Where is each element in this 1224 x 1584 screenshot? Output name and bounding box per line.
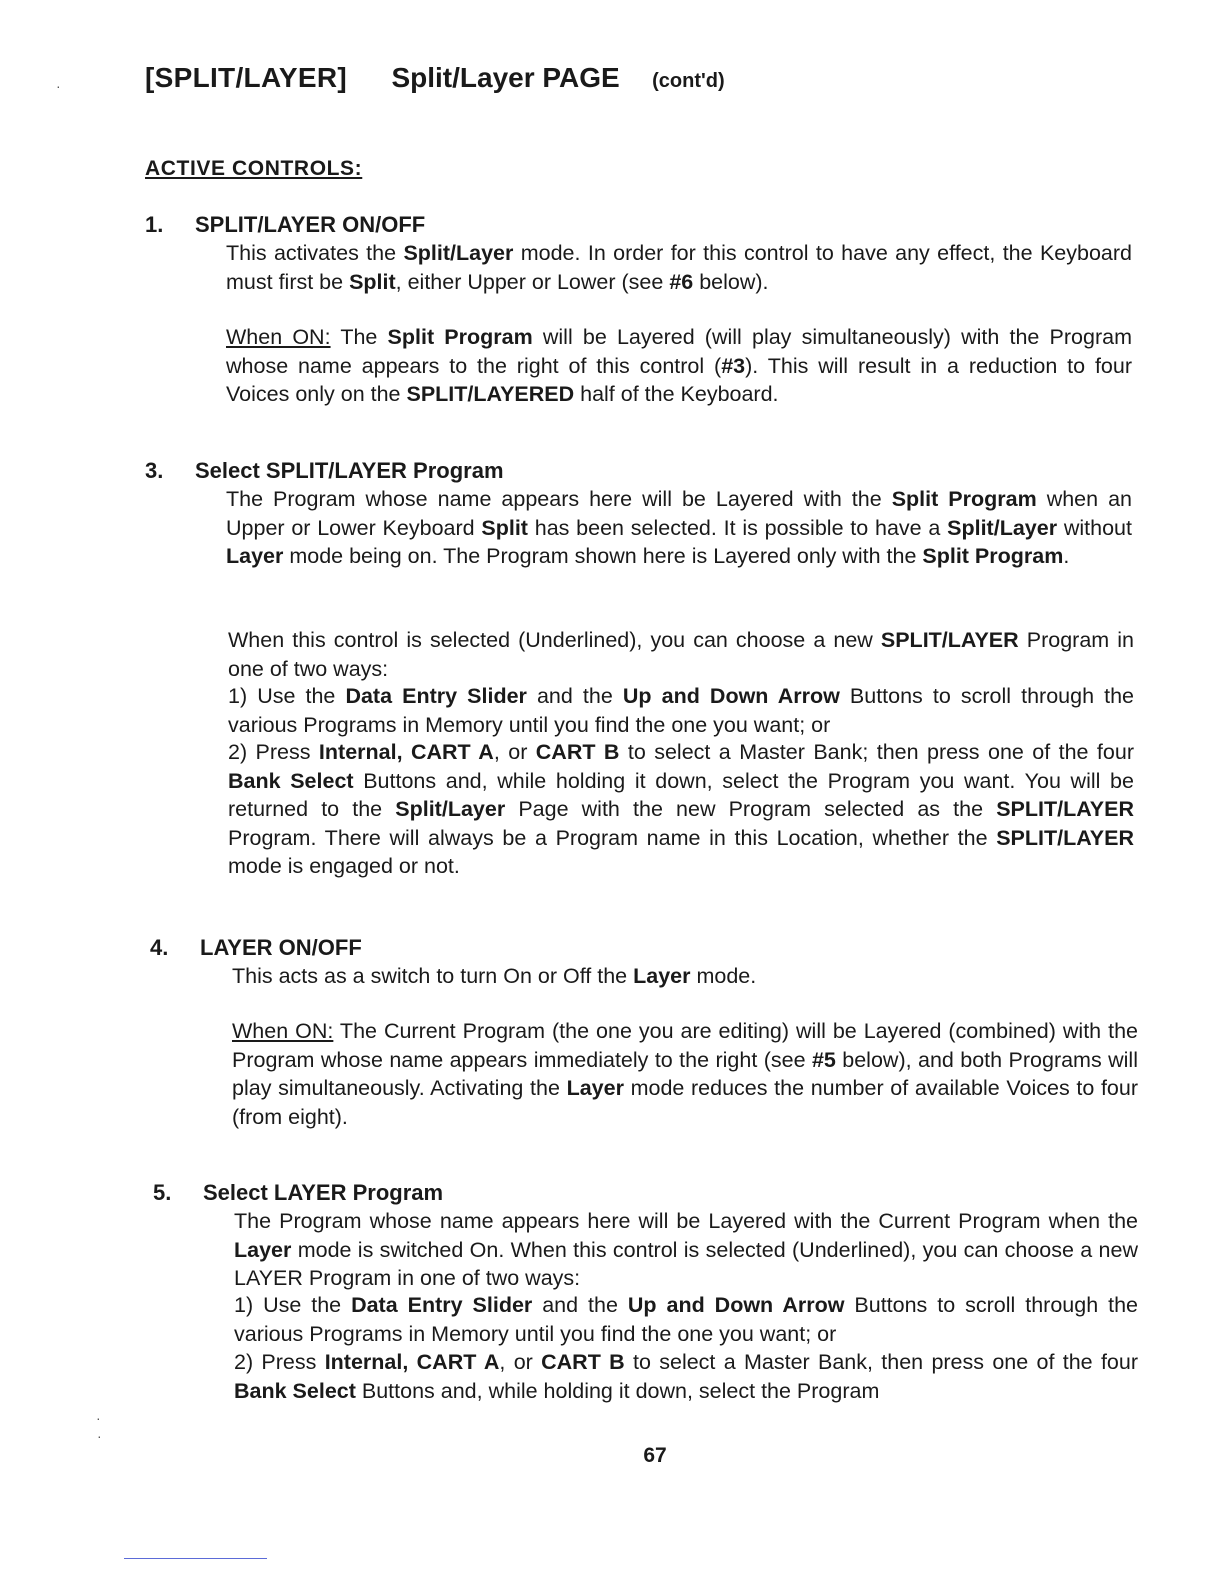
text-run: mode being on. The Program shown here is Layered only with the: [283, 544, 923, 569]
text-run: Page with the new Program selected as the: [505, 797, 997, 822]
text-run: The Program whose name appears here will be Layered with the: [226, 487, 892, 511]
item-heading-5: [153, 1180, 443, 1206]
item-1-paragraph-2: [226, 323, 1132, 409]
text-run: mode is switched On. When this control is selected (Underlined), you can choose a new LAYER Program in one of two ways:: [234, 1237, 1138, 1291]
text-run: 1) Use the: [228, 684, 346, 708]
bold-term: Split Program: [387, 325, 533, 349]
bold-term: Data Entry Slider: [345, 684, 527, 708]
bold-term: SPLIT/LAYER: [996, 797, 1134, 822]
bold-term: #6: [669, 269, 694, 294]
bold-term: Split Program: [922, 544, 1064, 569]
text-run: This acts as a switch to turn On or Off the: [232, 964, 634, 988]
text-run: , or: [493, 740, 536, 764]
bold-term: Split: [349, 269, 396, 294]
text-run: when an Upper or Lower Keyboard: [226, 487, 1133, 540]
bold-term: #3: [721, 353, 746, 378]
bold-term: Split/Layer: [947, 515, 1058, 540]
text-run: The: [330, 325, 388, 349]
text-run: Buttons to scroll through the various Programs in Memory until you find the one you want; or: [228, 684, 1135, 737]
bold-term: CART B: [535, 740, 620, 764]
text-run: to select a Master Bank, then press one of the four: [624, 1350, 1138, 1374]
text-run: ). This will result in a reduction to four Voices only on the: [226, 353, 1133, 407]
page-number: 67: [643, 1444, 667, 1467]
text-run: , either Upper or Lower (see: [395, 269, 670, 294]
text-run: mode reduces the number of available Voices to four (from eight).: [232, 1076, 1138, 1129]
item-title: LAYER ON/OFF: [200, 935, 362, 960]
bold-term: Internal, CART A: [324, 1350, 500, 1374]
item-3-paragraph-2: [228, 626, 1134, 683]
text-run: Buttons and, while holding it down, select the Program: [355, 1378, 880, 1403]
text-run: The Program whose name appears here will be Layered with the Current Program when the: [234, 1209, 1138, 1233]
item-title: SPLIT/LAYER ON/OFF: [195, 212, 426, 237]
page-key-label: [SPLIT/LAYER]: [145, 62, 347, 93]
bold-term: #5: [811, 1047, 836, 1072]
bold-term: Split Program: [891, 487, 1037, 511]
bold-term: SPLIT/LAYER: [880, 628, 1019, 652]
bold-term: Bank Select: [234, 1378, 356, 1403]
item-3-paragraph-1: [226, 485, 1132, 571]
bold-term: Data Entry Slider: [351, 1293, 533, 1317]
text-run: This activates the: [226, 241, 404, 265]
bold-term: SPLIT/LAYERED: [406, 382, 575, 407]
text-run: The Current Program (the one you are editing) will be Layered (combined) with the Program whose name appears immediately to the right (see: [232, 1019, 1138, 1072]
text-run: half of the Keyboard.: [574, 382, 779, 407]
section-heading: ACTIVE CONTROLS:: [145, 157, 363, 180]
item-3-paragraph-4: [228, 738, 1134, 881]
text-run: When this control is selected (Underlined), you can choose a new: [228, 628, 881, 652]
bold-term: Bank Select: [228, 768, 354, 793]
item-number: 4.: [150, 935, 169, 960]
bold-term: Up and Down Arrow: [627, 1293, 845, 1317]
bold-term: Layer: [566, 1076, 624, 1101]
text-run: to select a Master Bank; then press one of the four: [619, 740, 1134, 764]
continued-label: (cont'd): [652, 70, 725, 92]
item-4-paragraph-2: [232, 1017, 1138, 1131]
text-run: .: [1063, 544, 1070, 569]
text-run: Buttons to scroll through the various Programs in Memory until you find the one you want; or: [234, 1293, 1139, 1346]
bold-term: Layer: [633, 964, 691, 988]
bold-term: SPLIT/LAYER: [996, 825, 1134, 850]
item-1-paragraph-1: [226, 239, 1132, 296]
bold-term: CART B: [541, 1350, 625, 1374]
footer-rule: [124, 1558, 267, 1559]
text-run: mode is engaged or not.: [228, 854, 460, 879]
text-run: will be Layered (will play simultaneously) with the Program whose name appears to the right of this control (: [226, 325, 1132, 378]
scan-speck: ·: [56, 78, 61, 94]
bold-term: Split: [481, 515, 528, 540]
text-run: 2) Press: [234, 1350, 325, 1374]
page-title: Split/Layer PAGE: [391, 62, 620, 93]
item-5-paragraph-2: [234, 1291, 1138, 1348]
item-title: Select SPLIT/LAYER Program: [195, 458, 504, 483]
scan-speck: ·: [96, 1410, 101, 1426]
text-run: mode.: [690, 964, 757, 988]
text-run: mode. In order for this control to have any effect, the Keyboard must first be: [226, 241, 1132, 294]
bold-term: Layer: [226, 544, 284, 569]
bold-term: Split/Layer: [403, 241, 514, 265]
item-5-paragraph-1: [234, 1207, 1138, 1293]
text-run: without: [1057, 515, 1132, 540]
text-run: below).: [693, 269, 769, 294]
item-number: 1.: [145, 212, 164, 237]
bold-term: Up and Down Arrow: [622, 684, 840, 708]
scan-speck: ·: [97, 1428, 102, 1444]
text-run: , or: [499, 1350, 542, 1374]
item-number: 3.: [145, 458, 164, 483]
text-run: 1) Use the: [234, 1293, 352, 1317]
page-header: [145, 62, 725, 94]
underlined-label: When ON:: [232, 1019, 334, 1043]
underlined-label: When ON:: [226, 325, 331, 349]
bold-term: Layer: [234, 1237, 292, 1262]
text-run: 2) Press: [228, 740, 319, 764]
text-run: has been selected. It is possible to have a: [527, 515, 948, 540]
text-run: Program. There will always be a Program name in this Location, whether the: [228, 825, 997, 850]
item-3-paragraph-3: [228, 682, 1134, 739]
item-number: 5.: [153, 1180, 172, 1205]
text-run: Program in one of two ways:: [228, 628, 1134, 681]
item-heading-4: [150, 935, 362, 961]
item-heading-3: [145, 458, 504, 484]
text-run: Buttons and, while holding it down, select the Program you want. You will be returned to the: [228, 768, 1134, 822]
item-heading-1: [145, 212, 425, 238]
item-title: Select LAYER Program: [203, 1180, 444, 1205]
bold-term: Internal, CART A: [318, 740, 494, 764]
item-5-paragraph-3: [234, 1348, 1138, 1405]
text-run: and the: [532, 1293, 628, 1317]
text-run: and the: [526, 684, 623, 708]
bold-term: Split/Layer: [395, 797, 506, 822]
item-4-paragraph-1: [232, 962, 1138, 991]
text-run: below), and both Programs will play simultaneously. Activating the: [232, 1047, 1138, 1101]
